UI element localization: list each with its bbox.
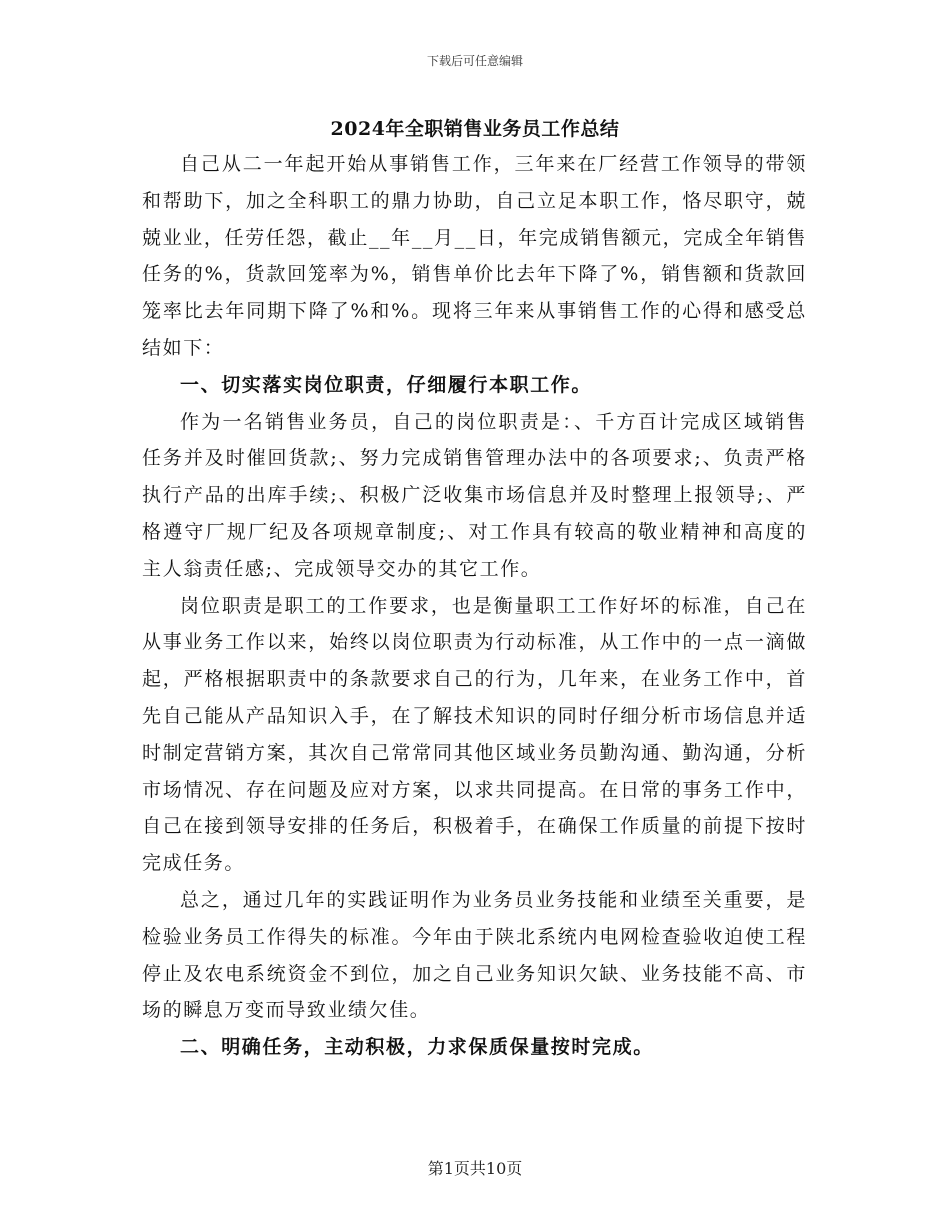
- page-footer: 第1页共10页: [427, 1159, 523, 1178]
- section-heading-2: 二、明确任务，主动积极，力求保质保量按时完成。: [180, 1036, 654, 1059]
- document-body: [142, 146, 807, 1066]
- section-heading-1: 一、切实落实岗位职责，仔细履行本职工作。: [180, 373, 593, 396]
- paragraph-duties: 作为一名销售业务员，自己的岗位职责是：、千方百计完成区域销售任务并及时催回货款;、努力完成销售管理办法中的各项要求;、负责严格执行产品的出库手续;、积极广泛收集市场信息并及时整理上报领导;、严格遵守厂规厂纪及各项规章制度;、对工作具有较高的敬业精神和高度的主人翁责任感;、完成领导交办的其它工作。: [142, 410, 807, 580]
- paragraph-summary: 总之，通过几年的实践证明作为业务员业务技能和业绩至关重要，是检验业务员工作得失的标准。今年由于陕北系统内电网检查验收迫使工程停止及农电系统资金不到位，加之自己业务知识欠缺、业务技能不高、市场的瞬息万变而导致业绩欠佳。: [142, 888, 807, 1022]
- document-title: 2024年全职销售业务员工作总结: [330, 118, 620, 140]
- header-note: 下载后可任意编辑: [426, 54, 523, 68]
- paragraph-standards: 岗位职责是职工的工作要求，也是衡量职工工作好坏的标准，自己在从事业务工作以来，始终以岗位职责为行动标准，从工作中的一点一滴做起，严格根据职责中的条款要求自己的行为，几年来，在业务工作中，首先自己能从产品知识入手，在了解技术知识的同时仔细分析市场信息并适时制定营销方案，其次自己常常同其他区域业务员勤沟通、勤沟通，分析市场情况、存在问题及应对方案，以求共同提高。在日常的事务工作中，自己在接到领导安排的任务后，积极着手，在确保工作质量的前提下按时完成任务。: [142, 594, 807, 875]
- paragraph-intro: 自己从二一年起开始从事销售工作，三年来在厂经营工作领导的带领和帮助下，加之全科职工的鼎力协助，自己立足本职工作，恪尽职守，兢兢业业，任劳任怨，截止__年__月__日，年完成销售额元，完成全年销售任务的%，货款回笼率为%，销售单价比去年下降了%，销售额和货款回笼率比去年同期下降了%和%。现将三年来从事销售工作的心得和感受总结如下：: [142, 153, 807, 359]
